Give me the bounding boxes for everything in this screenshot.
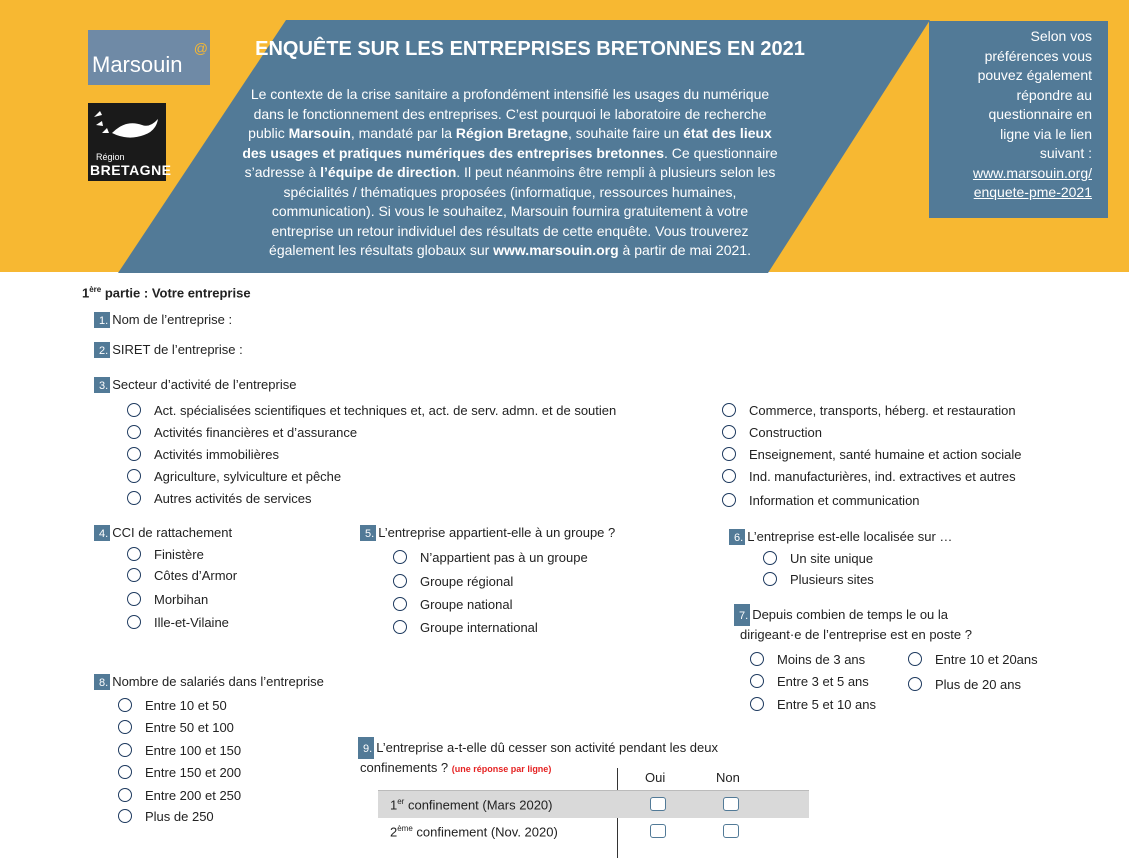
option-label: Plus de 20 ans xyxy=(935,677,1022,692)
radio-button-icon[interactable] xyxy=(127,425,141,439)
sector-option[interactable] xyxy=(127,403,616,418)
option-label: Côtes d’Armor xyxy=(154,568,238,583)
question-number: 6. xyxy=(729,529,745,545)
employees-option[interactable] xyxy=(118,698,227,713)
option-label: Agriculture, sylviculture et pêche xyxy=(154,469,342,484)
sector-option[interactable] xyxy=(722,493,920,508)
site-option[interactable] xyxy=(763,551,873,566)
checkbox-no[interactable] xyxy=(723,824,739,838)
online-panel xyxy=(929,21,1108,218)
option-label: Entre 10 et 20ans xyxy=(935,652,1038,667)
question-number: 5. xyxy=(360,525,376,541)
radio-button-icon[interactable] xyxy=(127,469,141,483)
radio-button-icon[interactable] xyxy=(118,698,132,712)
question-number: 3. xyxy=(94,377,110,393)
question-label: SIRET de l’entreprise : xyxy=(112,342,243,357)
question-5 xyxy=(360,525,615,541)
radio-button-icon[interactable] xyxy=(722,403,736,417)
option-label: Ind. manufacturières, ind. extractives et autres xyxy=(749,469,1016,484)
tenure-option[interactable] xyxy=(750,674,869,689)
intro-line: public Marsouin, mandaté par la Région Bretagne, souhaite faire un état des lieux xyxy=(248,125,772,141)
row-label: 1er confinement (Mars 2020) xyxy=(390,797,553,813)
radio-button-icon[interactable] xyxy=(750,652,764,666)
group-option[interactable] xyxy=(393,620,538,635)
sector-option[interactable] xyxy=(722,469,1016,484)
radio-button-icon[interactable] xyxy=(908,652,922,666)
question-label: Depuis combien de temps le ou la xyxy=(752,607,949,622)
question-label: Nom de l’entreprise : xyxy=(112,312,233,327)
employees-option[interactable] xyxy=(118,743,241,758)
region-label: Région xyxy=(96,152,125,162)
online-text-line: ligne via le lien xyxy=(1000,125,1092,142)
radio-button-icon[interactable] xyxy=(393,620,407,634)
group-option[interactable] xyxy=(393,597,513,612)
sector-option[interactable] xyxy=(722,403,1016,418)
online-text-line: suivant : xyxy=(1039,145,1092,161)
radio-button-icon[interactable] xyxy=(127,491,141,505)
cci-option[interactable] xyxy=(127,547,204,562)
checkbox-yes[interactable] xyxy=(650,797,666,811)
radio-button-icon[interactable] xyxy=(118,720,132,734)
option-label: Entre 200 et 250 xyxy=(145,788,242,803)
option-label: N’appartient pas à un groupe xyxy=(420,550,588,565)
question-label-line2: dirigeant·e de l’entreprise est en poste ? xyxy=(740,627,972,642)
option-label: Enseignement, santé humaine et action sociale xyxy=(749,447,1022,462)
online-text-line: préférences vous xyxy=(984,47,1092,64)
option-label: Entre 3 et 5 ans xyxy=(777,674,869,689)
question-6 xyxy=(729,529,952,545)
question-1 xyxy=(94,312,232,328)
radio-button-icon[interactable] xyxy=(722,493,736,507)
radio-button-icon[interactable] xyxy=(127,447,141,461)
option-label: Entre 5 et 10 ans xyxy=(777,697,877,712)
employees-option[interactable] xyxy=(118,720,234,735)
employees-option[interactable] xyxy=(118,788,241,803)
option-label: Groupe international xyxy=(420,620,538,635)
radio-button-icon[interactable] xyxy=(763,572,777,586)
question-label-line2: confinements ? xyxy=(360,760,449,775)
question-label: CCI de rattachement xyxy=(112,525,233,540)
survey-title: ENQUÊTE SUR LES ENTREPRISES BRETONNES EN 2021 xyxy=(255,38,805,60)
option-label: Entre 150 et 200 xyxy=(145,765,242,780)
group-option[interactable] xyxy=(393,574,513,589)
employees-option[interactable] xyxy=(118,809,214,824)
intro-line: spécialités / thématiques proposées (informatique, ressources humaines, xyxy=(283,183,737,200)
at-sign-icon: @ xyxy=(193,40,208,56)
question-7 xyxy=(734,604,972,644)
tenure-option[interactable] xyxy=(750,697,876,712)
radio-button-icon[interactable] xyxy=(393,597,407,611)
intro-line: entreprise un retour individuel des résultats de cette enquête. Vous trouverez xyxy=(271,222,749,239)
site-option[interactable] xyxy=(763,572,874,587)
radio-button-icon[interactable] xyxy=(127,403,141,417)
column-header-yes: Oui xyxy=(645,770,666,785)
intro-line: également les résultats globaux sur www.marsouin.org à partir de mai 2021. xyxy=(269,242,751,258)
intro-line: des usages et pratiques numériques des entreprises bretonnes. Ce questionnaire xyxy=(242,144,778,161)
intro-line: dans le fonctionnement des entreprises. C’est pourquoi le laboratoire de recherche xyxy=(253,105,767,122)
sector-option[interactable] xyxy=(127,425,357,440)
radio-button-icon[interactable] xyxy=(763,551,777,565)
survey-link-line2[interactable]: enquete-pme-2021 xyxy=(973,184,1092,200)
radio-button-icon[interactable] xyxy=(127,547,141,561)
option-label: Moins de 3 ans xyxy=(777,652,866,667)
option-label: Plus de 250 xyxy=(145,809,214,824)
marsouin-logo-text: Marsouin xyxy=(92,52,183,77)
radio-button-icon[interactable] xyxy=(722,447,736,461)
sector-option[interactable] xyxy=(127,447,279,462)
online-text-line: pouvez également xyxy=(977,67,1092,83)
radio-button-icon[interactable] xyxy=(118,788,132,802)
option-label: Finistère xyxy=(154,547,204,562)
sector-option[interactable] xyxy=(722,447,1021,462)
option-label: Commerce, transports, héberg. et restauration xyxy=(749,403,1016,418)
question-2 xyxy=(94,342,243,358)
cci-option[interactable] xyxy=(127,592,208,607)
radio-button-icon[interactable] xyxy=(722,469,736,483)
question-4 xyxy=(94,525,232,541)
intro-line: communication). Si vous le souhaitez, Marsouin fournira gratuitement à votre xyxy=(271,203,749,219)
question-label: L’entreprise appartient-elle à un groupe ? xyxy=(378,525,616,540)
question-3 xyxy=(94,377,296,393)
radio-button-icon[interactable] xyxy=(118,765,132,779)
option-label: Plusieurs sites xyxy=(790,572,874,587)
intro-text xyxy=(218,85,802,261)
table-row xyxy=(378,818,809,845)
section-title: 1ère partie : Votre entreprise xyxy=(82,285,251,301)
radio-button-icon[interactable] xyxy=(750,697,764,711)
option-label: Groupe national xyxy=(420,597,513,612)
option-label: Entre 50 et 100 xyxy=(145,720,234,735)
row-label: 2ème confinement (Nov. 2020) xyxy=(390,824,558,840)
sector-option[interactable] xyxy=(127,491,312,506)
option-label: Entre 10 et 50 xyxy=(145,698,227,713)
cci-option[interactable] xyxy=(127,568,237,583)
radio-button-icon[interactable] xyxy=(393,574,407,588)
answer-note: (une réponse par ligne) xyxy=(451,764,552,774)
employees-option[interactable] xyxy=(118,765,241,780)
option-label: Construction xyxy=(749,425,822,440)
radio-button-icon[interactable] xyxy=(127,592,141,606)
question-number: 7. xyxy=(734,604,750,626)
option-label: Activités financières et d’assurance xyxy=(154,425,358,440)
option-label: Entre 100 et 150 xyxy=(145,743,242,758)
question-label: Secteur d’activité de l’entreprise xyxy=(112,377,297,392)
radio-button-icon[interactable] xyxy=(127,615,141,629)
question-8 xyxy=(94,674,324,690)
column-header-no: Non xyxy=(716,770,740,785)
checkbox-no[interactable] xyxy=(723,797,739,811)
radio-button-icon[interactable] xyxy=(722,425,736,439)
online-text xyxy=(939,27,1092,164)
table-row xyxy=(378,790,809,818)
radio-button-icon[interactable] xyxy=(118,809,132,823)
online-text-line: répondre au xyxy=(1016,86,1092,103)
intro-line: s’adresse à l’équipe de direction. Il peut néanmoins être rempli à plusieurs selon les xyxy=(244,164,776,180)
radio-button-icon[interactable] xyxy=(750,674,764,688)
checkbox-yes[interactable] xyxy=(650,824,666,838)
option-label: Un site unique xyxy=(790,551,874,566)
option-label: Activités immobilières xyxy=(154,447,279,462)
question-number: 9. xyxy=(358,737,374,759)
survey-link-line1[interactable]: www.marsouin.org/ xyxy=(972,164,1092,181)
group-option[interactable] xyxy=(393,550,588,565)
online-text-line: questionnaire en xyxy=(988,106,1092,122)
option-label: Groupe régional xyxy=(420,574,514,589)
tenure-option[interactable] xyxy=(750,652,865,667)
option-label: Autres activités de services xyxy=(154,491,312,506)
question-number: 2. xyxy=(94,342,110,358)
sector-option[interactable] xyxy=(127,469,341,484)
question-label: Nombre de salariés dans l’entreprise xyxy=(112,674,324,689)
question-number: 4. xyxy=(94,525,110,541)
intro-line: Le contexte de la crise sanitaire a profondément intensifié les usages du numérique xyxy=(250,86,770,102)
question-label: L’entreprise a-t-elle dû cesser son activité pendant les deux xyxy=(376,740,718,755)
confinement-table xyxy=(378,790,809,842)
option-label: Morbihan xyxy=(154,592,209,607)
cci-option[interactable] xyxy=(127,615,229,630)
tenure-option[interactable] xyxy=(908,652,1038,667)
bretagne-label: BRETAGNE xyxy=(90,162,172,178)
radio-button-icon[interactable] xyxy=(127,568,141,582)
question-number: 1. xyxy=(94,312,110,328)
option-label: Information et communication xyxy=(749,493,920,508)
radio-button-icon[interactable] xyxy=(118,743,132,757)
sector-option[interactable] xyxy=(722,425,822,440)
question-number: 8. xyxy=(94,674,110,690)
tenure-option[interactable] xyxy=(908,677,1021,692)
option-label: Act. spécialisées scientifiques et techniques et, act. de serv. admn. et de soutien xyxy=(154,403,617,418)
option-label: Ille-et-Vilaine xyxy=(154,615,229,630)
online-text-line: Selon vos xyxy=(1030,28,1092,44)
question-label: L’entreprise est-elle localisée sur … xyxy=(747,529,953,544)
radio-button-icon[interactable] xyxy=(393,550,407,564)
radio-button-icon[interactable] xyxy=(908,677,922,691)
